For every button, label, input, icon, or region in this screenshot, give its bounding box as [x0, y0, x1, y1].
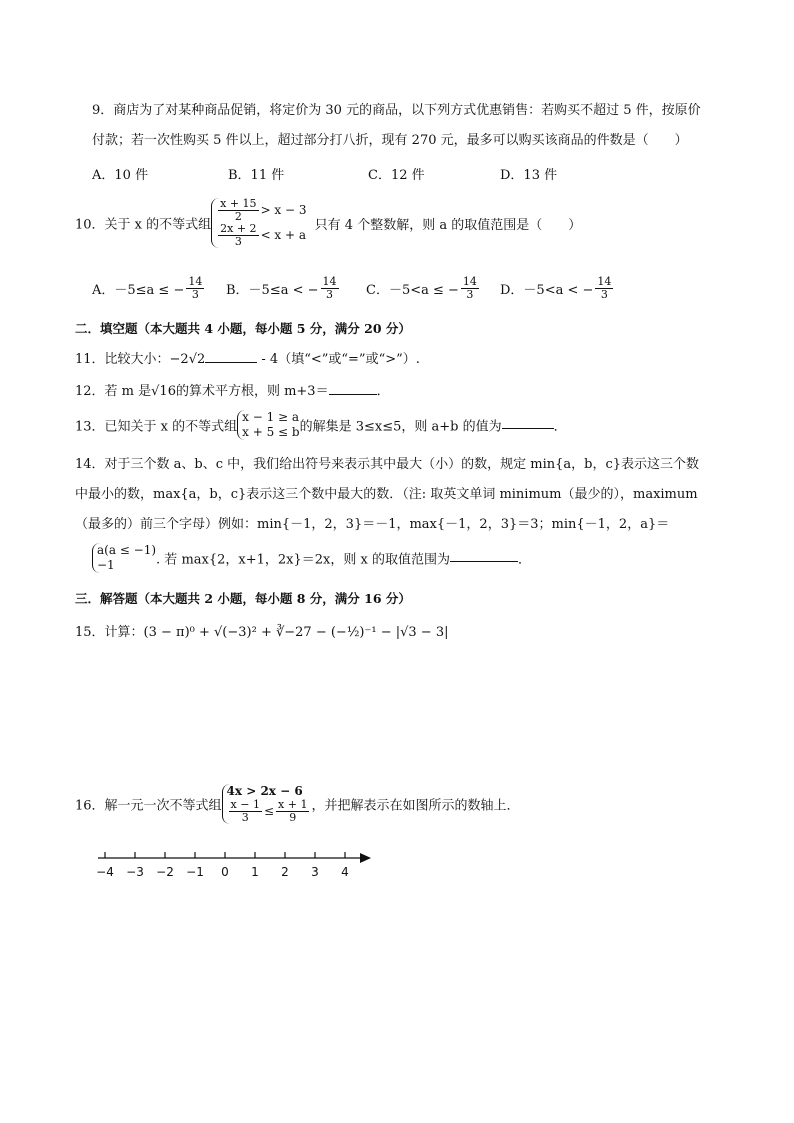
q11-blank[interactable]	[205, 350, 257, 363]
number-line-label: −2	[156, 865, 174, 879]
number-line-label: 0	[221, 865, 229, 879]
q9-option-d: D．13 件	[500, 168, 558, 183]
number-line-label: −1	[186, 865, 204, 879]
q9-line2: 付款；若一次性购买 5 件以上，超过部分打八折，现有 270 元，最多可以购买该商品的件数是（ ）	[92, 133, 688, 148]
q10-system: $\frac{x + 15}{2}$ > x − 3 $\frac{2x + 2}{3}$ < x + a	[211, 198, 306, 248]
q10-option-c: C．－5<a ≤ − $\frac{14}{3}$	[366, 275, 477, 301]
q14-line4: a(a ≤ −1) −1 . 若 max{2，x+1，2x}＝2x，则 x 的取值范围为 ．	[92, 543, 531, 573]
number-line-label: 1	[251, 865, 259, 879]
q12-blank[interactable]	[329, 382, 377, 395]
number-line	[88, 846, 388, 886]
q9-line1: 9．商店为了对某种商品促销，将定价为 30 元的商品，以下列方式优惠销售：若购买不超过 5 件，按原价	[92, 103, 701, 118]
q10-stem	[75, 198, 581, 248]
q13-blank[interactable]	[502, 416, 554, 429]
q9-option-c: C．12 件	[368, 168, 425, 183]
section-2-heading: 二．填空题（本大题共 4 小题，每小题 5 分，满分 20 分）	[75, 321, 411, 336]
q10-suffix: 只有 4 个整数解，则 a 的取值范围是（ ）	[314, 217, 582, 233]
number-line-label: 3	[311, 865, 319, 879]
q10-option-d: D．－5<a < − $\frac{14}{3}$	[500, 275, 612, 301]
number-line-label: −3	[126, 865, 144, 879]
q14-line3: （最多的）前三个字母）例如：min{－1，2，3}＝－1，max{－1，2，3}＝3；min{－1，2，a}＝	[75, 517, 670, 532]
q16-system: 4x > 2x − 6 $\frac{x - 1}{3}$ ≤ $\frac{x + 1}{9}$	[222, 784, 312, 824]
q12-text: 12．若 m 是√16的算术平方根，则 m+3＝ ．	[75, 384, 390, 399]
number-line-label: 4	[341, 865, 349, 879]
q14-line2: 中最小的数，max{a，b，c}表示这三个数中最大的数．（注: 取英文单词 minimum（最少的），maximum	[75, 487, 698, 502]
q10-prefix: 10．关于 x 的不等式组	[75, 217, 212, 233]
number-line-arrow	[360, 853, 371, 863]
number-line-label: 2	[281, 865, 289, 879]
section-3-heading: 三．解答题（本大题共 2 小题，每小题 8 分，满分 16 分）	[75, 591, 411, 606]
number-line-label: −4	[96, 865, 114, 879]
q14-cases: a(a ≤ −1) −1	[92, 543, 156, 573]
q16-text: 16．解一元一次不等式组 4x > 2x − 6 $\frac{x - 1}{3}$ ≤ $\frac{x + 1}{9}$ ，并把解表示在如图所示的数轴上．	[75, 784, 520, 824]
q9-option-a: A．10 件	[92, 168, 149, 183]
q14-line1: 14．对于三个数 a、b、c 中，我们给出符号来表示其中最大（小）的数，规定 min{a，b，c}表示这三个数	[75, 457, 700, 472]
q10-option-b: B．－5≤a < − $\frac{14}{3}$	[226, 275, 337, 301]
q15-text: 15．计算：(3 − π)⁰ + √(−3)² + ∛−27 − (−½)⁻¹ − |√3 − 3|	[75, 625, 449, 640]
q9-option-b: B．11 件	[228, 168, 285, 183]
q14-blank[interactable]	[450, 549, 518, 562]
q13-system: x − 1 ≥ a x + 5 ≤ b	[237, 410, 299, 440]
q13-text: 13．已知关于 x 的不等式组 x − 1 ≥ a x + 5 ≤ b 的解集是 3≤x≤5，则 a+b 的值为 ．	[75, 410, 567, 439]
q11-text: 11．比较大小：−2√2 - 4（填“<”或“=”或“>”）.	[75, 352, 420, 367]
q10-option-a: A．－5≤a ≤ − $\frac{14}{3}$	[92, 275, 203, 301]
